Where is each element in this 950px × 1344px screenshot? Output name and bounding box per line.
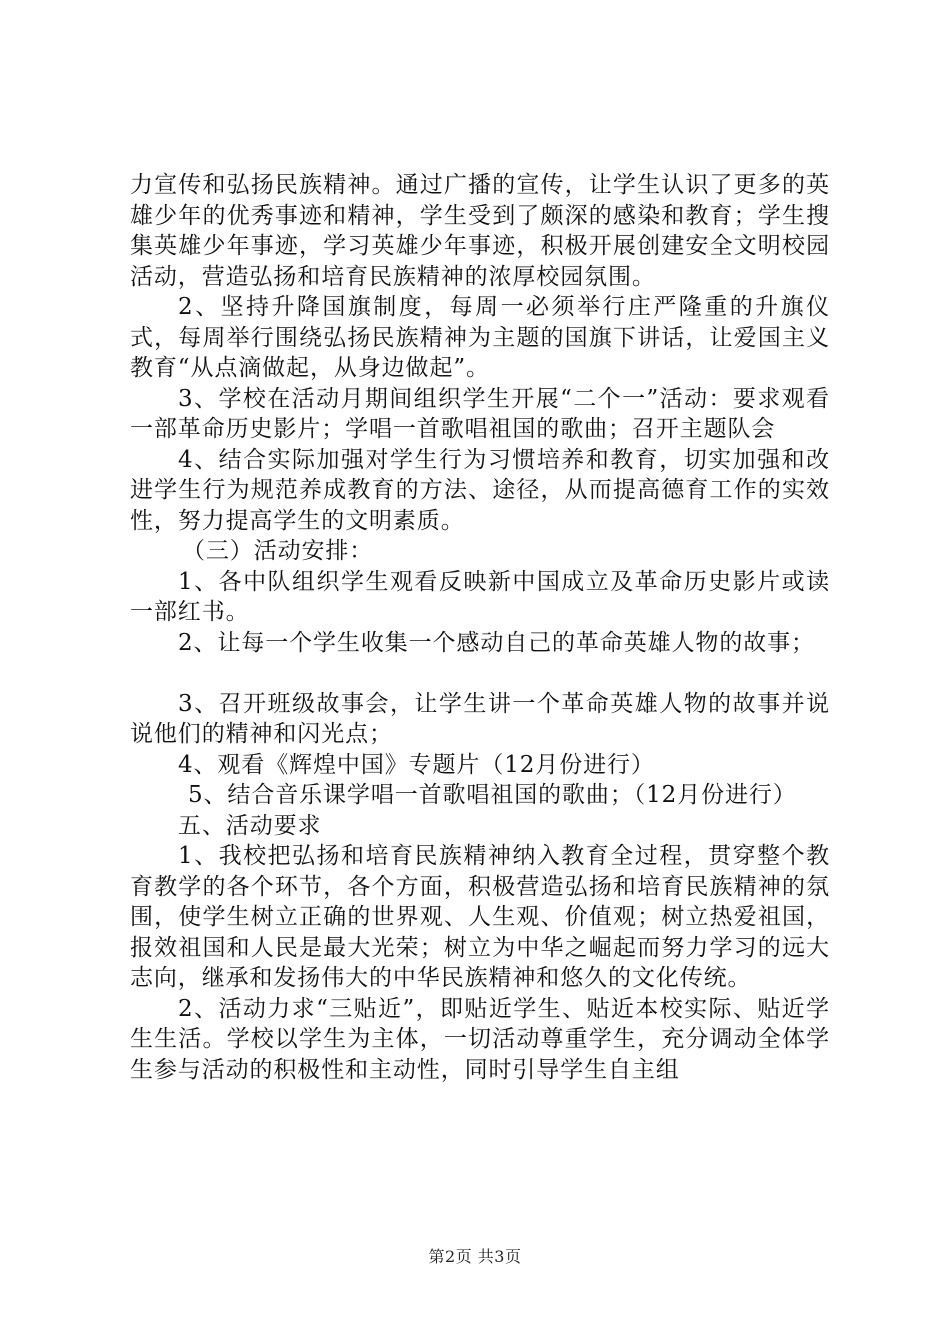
paragraph-intro: 力宣传和弘扬民族精神。通过广播的宣传，让学生认识了更多的英雄少年的优秀事迹和精神，学生受到了颇深的感染和教育；学生搜集英雄少年事迹，学习英雄少年事迹，积极开展创建安全文明校园活动，营造弘扬和培育民族精神的浓厚校园氛围。 [130,172,830,290]
paragraph-requirement-1: 1、我校把弘扬和培育民族精神纳入教育全过程，贯穿整个教育教学的各个环节，各个方面，积极营造弘扬和培育民族精神的氛围，使学生树立正确的世界观、人生观、价值观；树立热爱祖国，报效祖国和人民是最大光荣；树立为中华之崛起而努力学习的远大志向，继承和发扬伟大的中华民族精神和悠久的文化传统。 [130,843,830,991]
paragraph-arrangement-5: 5、结合音乐课学唱一首歌唱祖国的歌曲；（12月份进行） [188,782,797,808]
blank-line [130,658,830,689]
paragraph-arrangement-2: 2、让每一个学生收集一个感动自己的革命英雄人物的故事； [178,629,815,656]
document-body [130,170,830,1085]
paragraph-item-2: 2、坚持升降国旗制度，每周一必须举行庄严隆重的升旗仪式，每周举行围绕弘扬民族精神为主题的国旗下讲话，让爱国主义教育“从点滴做起，从身边做起”。 [130,294,830,381]
paragraph-item-3: 3、学校在活动月期间组织学生开展“二个一”活动：要求观看一部革命历史影片；学唱一首歌唱祖国的歌曲；召开主题队会 [130,385,830,442]
paragraph-requirement-2: 2、活动力求“三贴近”，即贴近学生、贴近本校实际、贴近学生生活。学校以学生为主体，一切活动尊重学生，充分调动全体学生参与活动的积极性和主动性，同时引导学生自主组 [130,995,830,1083]
section-heading-activity-arrangement: （三）活动安排： [182,538,374,564]
section-heading-requirements: 五、活动要求 [178,812,322,839]
page-number-footer: 第2页 共3页 [428,1247,522,1266]
paragraph-arrangement-1: 1、各中队组织学生观看反映新中国成立及革命历史影片或读一部红书。 [130,568,830,625]
paragraph-arrangement-3: 3、召开班级故事会，让学生讲一个革命英雄人物的故事并说说他们的精神和闪光点； [130,690,830,747]
paragraph-item-4: 4、结合实际加强对学生行为习惯培养和教育，切实加强和改进学生行为规范养成教育的方法、途径，从而提高德育工作的实效性，努力提高学生的文明素质。 [130,446,830,534]
paragraph-arrangement-4: 4、观看《辉煌中国》专题片（12月份进行） [178,751,655,778]
